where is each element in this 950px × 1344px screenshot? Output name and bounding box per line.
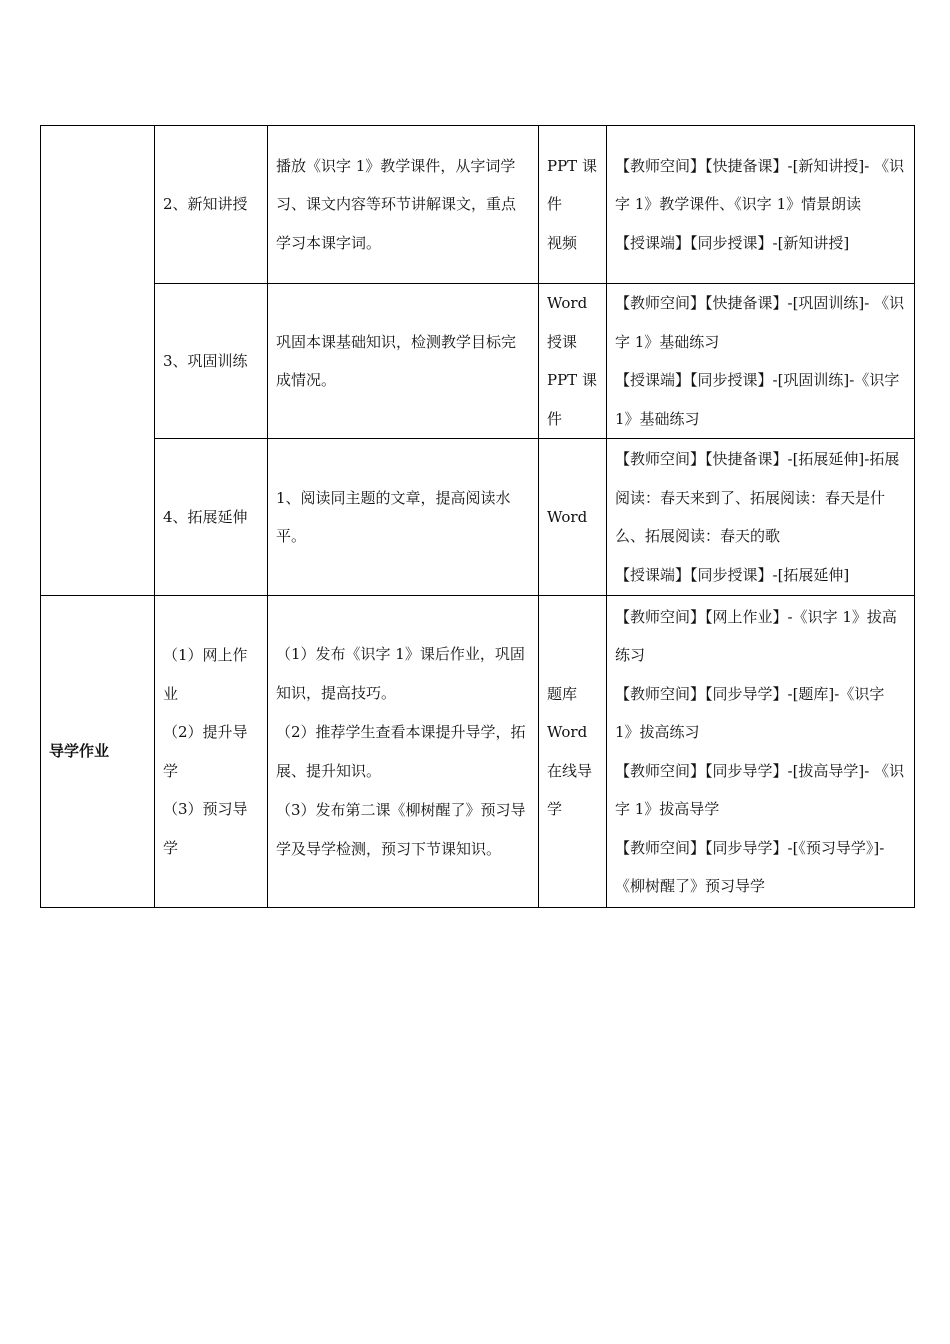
resource-path: 【教师空间】【快捷备课】-[巩固训练]- 《识字 1》基础练习 bbox=[615, 294, 905, 351]
table-row bbox=[41, 439, 915, 596]
media-item: 视频 bbox=[547, 233, 578, 252]
media-item: Word bbox=[547, 507, 588, 526]
resources-cell bbox=[607, 284, 915, 439]
resource-path: 【教师空间】【同步导学】-[题库]-《识字 1》拔高练习 bbox=[615, 684, 885, 741]
media-item: 在线导学 bbox=[547, 761, 593, 818]
description-cell bbox=[268, 596, 539, 908]
resources-cell bbox=[607, 439, 915, 596]
media-cell bbox=[539, 284, 607, 439]
step-item: （3）预习导学 bbox=[163, 800, 248, 857]
resource-path: 【教师空间】【网上作业】-《识字 1》拔高练习 bbox=[615, 607, 897, 664]
media-item: 题库 bbox=[547, 684, 578, 703]
media-cell bbox=[539, 596, 607, 908]
description-item: （3）发布第二课《柳树醒了》预习导学及导学检测，预习下节课知识。 bbox=[276, 800, 526, 858]
lesson-plan-table bbox=[40, 125, 915, 908]
step-cell bbox=[155, 596, 268, 908]
description-cell: 1、阅读同主题的文章，提高阅读水平。 bbox=[268, 439, 539, 596]
description-item: （1）发布《识字 1》课后作业，巩固知识，提高技巧。 bbox=[276, 644, 525, 702]
table-row bbox=[41, 126, 915, 284]
media-item: Word bbox=[547, 723, 588, 741]
resource-path: 【授课端】【同步授课】-[拓展延伸] bbox=[615, 565, 850, 584]
resource-path: 【教师空间】【同步导学】-[拔高导学]- 《识字 1》拔高导学 bbox=[615, 761, 905, 818]
description-item: （2）推荐学生查看本课提升导学，拓展、提升知识。 bbox=[276, 722, 526, 780]
media-cell bbox=[539, 126, 607, 284]
resource-path: 【教师空间】【快捷备课】-[新知讲授]- 《识字 1》教学课件、《识字 1》情景朗读 bbox=[615, 156, 905, 214]
resource-path: 【授课端】【同步授课】-[巩固训练]-《识字 1》基础练习 bbox=[615, 371, 900, 428]
section-title: 导学作业 bbox=[41, 596, 155, 908]
resources-cell bbox=[607, 596, 915, 908]
resources-cell bbox=[607, 126, 915, 284]
description-cell: 播放《识字 1》教学课件，从字词学习、课文内容等环节讲解课文，重点学习本课字词。 bbox=[268, 126, 539, 284]
description-cell: 巩固本课基础知识，检测教学目标完成情况。 bbox=[268, 284, 539, 439]
media-cell bbox=[539, 439, 607, 596]
step-item: （1）网上作业 bbox=[163, 646, 248, 703]
step-cell: 2、新知讲授 bbox=[155, 126, 268, 284]
resource-path: 【教师空间】【同步导学】-[《预习导学》]-《柳树醒了》预习导学 bbox=[615, 838, 885, 895]
media-item: Word 授课 bbox=[547, 294, 588, 351]
media-item: PPT 课件 bbox=[547, 371, 597, 428]
table-row bbox=[41, 284, 915, 439]
step-cell: 3、巩固训练 bbox=[155, 284, 268, 439]
step-cell: 4、拓展延伸 bbox=[155, 439, 268, 596]
resource-path: 【教师空间】【快捷备课】-[拓展延伸]-拓展阅读：春天来到了、拓展阅读：春天是什么、拓展阅读：春天的歌 bbox=[615, 450, 900, 545]
resource-path: 【授课端】【同步授课】-[新知讲授] bbox=[615, 233, 850, 252]
media-item: PPT 课件 bbox=[547, 156, 597, 214]
step-item: （2）提升导学 bbox=[163, 723, 248, 780]
section-cell-empty bbox=[41, 126, 155, 596]
table-row bbox=[41, 596, 915, 908]
